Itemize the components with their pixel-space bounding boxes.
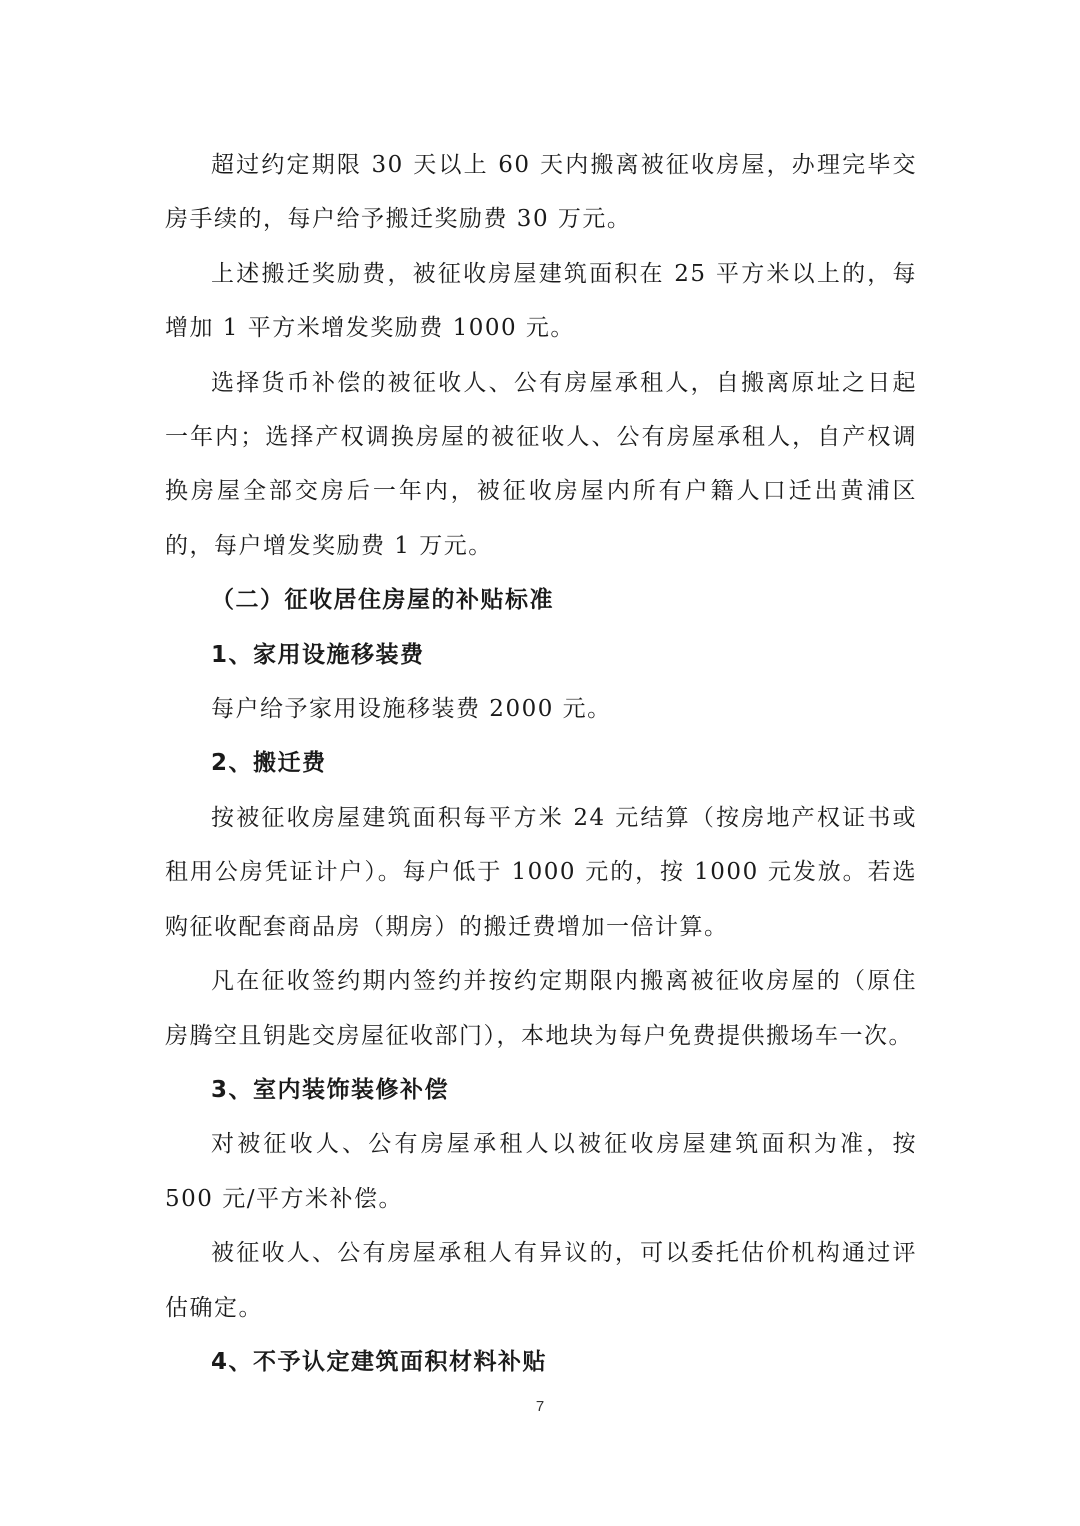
subheading-unrecognized-area-material-subsidy: 4、不予认定建筑面积材料补贴 bbox=[211, 1348, 548, 1375]
section-heading-residential-subsidy: （二）征收居住房屋的补贴标准 bbox=[211, 587, 554, 614]
paragraph-decoration-rate: 对被征收人、公有房屋承租人以被征收房屋建筑面积为准，按500 元/平方米补偿。 bbox=[165, 1131, 917, 1212]
page-number: 7 bbox=[535, 1398, 545, 1415]
paragraph-area-bonus: 上述搬迁奖励费，被征收房屋建筑面积在 25 平方米以上的，每增加 1 平方米增发奖励费 1000 元。 bbox=[165, 260, 917, 342]
subheading-appliance-relocation: 1、家用设施移装费 bbox=[211, 641, 425, 668]
page-body bbox=[165, 138, 917, 1389]
subheading-moving-fee: 2、搬迁费 bbox=[211, 750, 327, 777]
subheading-decoration-compensation: 3、室内装饰装修补偿 bbox=[211, 1076, 450, 1103]
paragraph-valuation-objection: 被征收人、公有房屋承租人有异议的，可以委托估价机构通过评估确定。 bbox=[165, 1240, 917, 1321]
paragraph-household-registration-bonus: 选择货币补偿的被征收人、公有房屋承租人，自搬离原址之日起一年内；选择产权调换房屋的被征收人、公有房屋承租人，自产权调换房屋全部交房后一年内，被征收房屋内所有户籍人口迁出黄浦区的，每户增发奖励费 1 万元。 bbox=[165, 369, 917, 559]
paragraph-appliance-relocation-fee: 每户给予家用设施移装费 2000 元。 bbox=[211, 696, 612, 723]
paragraph-free-moving-truck: 凡在征收签约期内签约并按约定期限内搬离被征收房屋的（原住房腾空且钥匙交房屋征收部门），本地块为每户免费提供搬场车一次。 bbox=[165, 968, 917, 1049]
paragraph-overdue-30-60-days: 超过约定期限 30 天以上 60 天内搬离被征收房屋，办理完毕交房手续的，每户给予搬迁奖励费 30 万元。 bbox=[165, 152, 917, 233]
paragraph-moving-fee-rate: 按被征收房屋建筑面积每平方米 24 元结算（按房地产权证书或租用公房凭证计户）。每户低于 1000 元的，按 1000 元发放。若选购征收配套商品房（期房）的搬迁费增加一倍计算。 bbox=[165, 804, 917, 940]
